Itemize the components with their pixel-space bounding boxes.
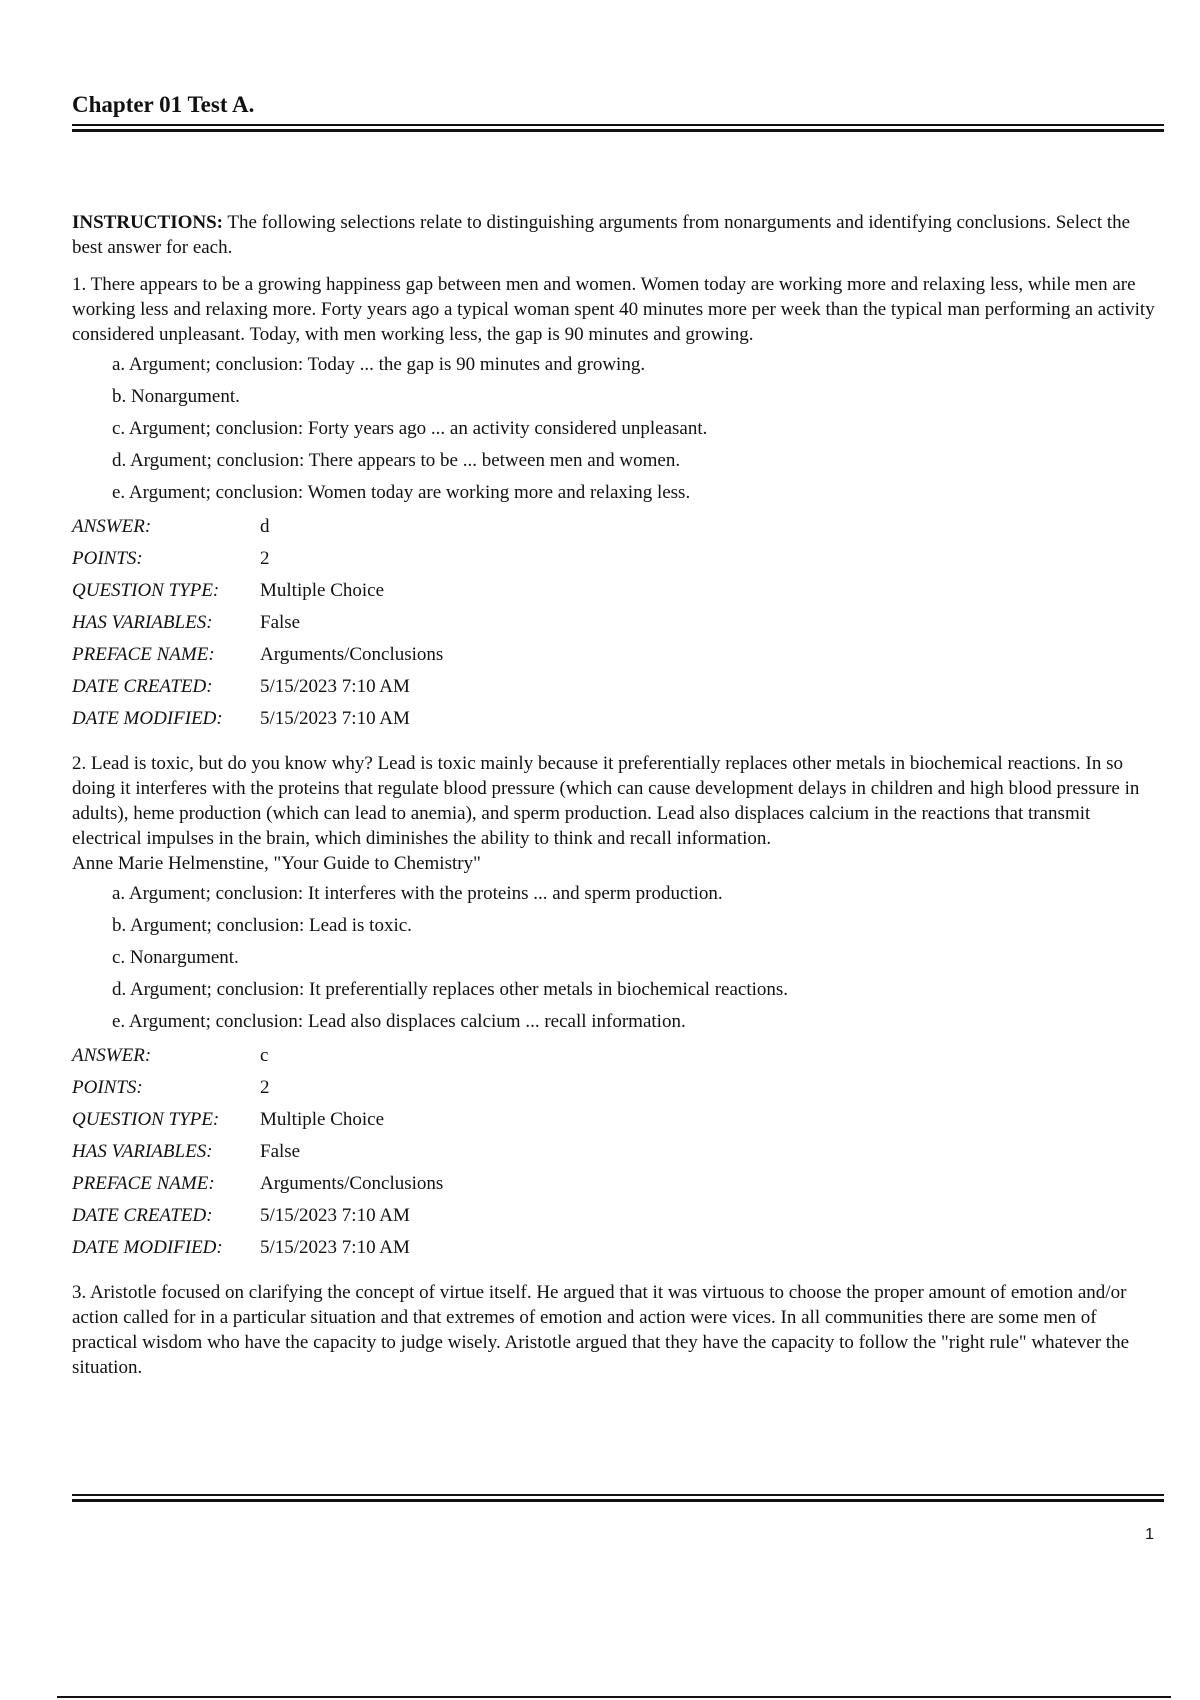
meta-has-variables-row <box>72 1136 443 1168</box>
option-d: d. Argument; conclusion: There appears to be ... between men and women. <box>112 450 681 471</box>
meta-points-row <box>72 1072 443 1104</box>
question-source: Anne Marie Helmenstine, "Your Guide to Chemistry" <box>72 853 481 874</box>
meta-value: 5/15/2023 7:10 AM <box>260 1237 410 1258</box>
meta-label: ANSWER: <box>72 516 152 537</box>
meta-label: DATE CREATED: <box>72 676 213 697</box>
page-number: 1 <box>1145 1526 1154 1543</box>
option-c: c. Argument; conclusion: Forty years ago ... an activity considered unpleasant. <box>112 418 708 439</box>
meta-value: 2 <box>260 1077 270 1098</box>
meta-label: PREFACE NAME: <box>72 1173 215 1194</box>
option-b: b. Argument; conclusion: Lead is toxic. <box>112 915 412 936</box>
option-e: e. Argument; conclusion: Lead also displaces calcium ... recall information. <box>112 1011 686 1032</box>
meta-value: c <box>260 1045 269 1066</box>
option-d: d. Argument; conclusion: It preferentially replaces other metals in biochemical reactions. <box>112 979 789 1000</box>
meta-label: PREFACE NAME: <box>72 644 215 665</box>
meta-has-variables-row <box>72 607 443 639</box>
question-metadata <box>72 511 443 735</box>
meta-value: Multiple Choice <box>260 580 385 601</box>
meta-value: d <box>260 516 270 537</box>
meta-preface-name-row <box>72 639 443 671</box>
meta-value: 5/15/2023 7:10 AM <box>260 708 410 729</box>
question-3 <box>72 1280 1164 1380</box>
meta-label: QUESTION TYPE: <box>72 1109 220 1130</box>
meta-label: POINTS: <box>72 1077 143 1098</box>
answer-options <box>112 349 1164 509</box>
test-body <box>72 210 1164 1396</box>
meta-question-type-row <box>72 1104 443 1136</box>
page-bottom-line <box>57 1696 1171 1698</box>
question-metadata <box>72 1040 443 1264</box>
option-a: a. Argument; conclusion: Today ... the gap is 90 minutes and growing. <box>112 354 646 375</box>
meta-question-type-row <box>72 575 443 607</box>
meta-value: 5/15/2023 7:10 AM <box>260 1205 410 1226</box>
meta-label: DATE MODIFIED: <box>72 1237 223 1258</box>
meta-value: Multiple Choice <box>260 1109 385 1130</box>
option-c: c. Nonargument. <box>112 947 239 968</box>
meta-value: False <box>260 1141 301 1162</box>
meta-label: POINTS: <box>72 548 143 569</box>
meta-date-modified-row <box>72 1232 443 1264</box>
header-rule <box>72 124 1164 132</box>
instructions-text: The following selections relate to distinguishing arguments from nonarguments and identifying conclusions. Select the best answer for each. <box>72 212 1131 258</box>
meta-answer-row <box>72 511 443 543</box>
meta-preface-name-row <box>72 1168 443 1200</box>
question-stem: 2. Lead is toxic, but do you know why? Lead is toxic mainly because it preferentially replaces other metals in biochemical reactions. In so doing it interferes with the proteins that regulate blood pressure (which can cause development delays in children and high blood pressure in adults), heme production (which can lead to anemia), and sperm production. Lead also displaces calcium in the reactions that transmit electrical impulses in the brain, which diminishes the ability to think and recall information. <box>72 753 1140 849</box>
meta-label: DATE MODIFIED: <box>72 708 223 729</box>
meta-label: ANSWER: <box>72 1045 152 1066</box>
meta-value: Arguments/Conclusions <box>260 1173 444 1194</box>
meta-label: DATE CREATED: <box>72 1205 213 1226</box>
option-a: a. Argument; conclusion: It interferes with the proteins ... and sperm production. <box>112 883 723 904</box>
meta-value: 5/15/2023 7:10 AM <box>260 676 410 697</box>
meta-label: QUESTION TYPE: <box>72 580 220 601</box>
option-e: e. Argument; conclusion: Women today are working more and relaxing less. <box>112 482 691 503</box>
page-title: Chapter 01 Test A. <box>72 92 255 117</box>
meta-label: HAS VARIABLES: <box>72 612 213 633</box>
meta-value: 2 <box>260 548 270 569</box>
meta-value: False <box>260 612 301 633</box>
question-stem: 1. There appears to be a growing happiness gap between men and women. Women today are working more and relaxing less, while men are working less and relaxing more. Forty years ago a typical woman spent 40 minutes more per week than the typical man performing an activity considered unpleasant. Today, with men working less, the gap is 90 minutes and growing. <box>72 274 1155 345</box>
answer-options <box>112 878 1164 1038</box>
meta-label: HAS VARIABLES: <box>72 1141 213 1162</box>
meta-points-row <box>72 543 443 575</box>
question-1 <box>72 272 1164 735</box>
question-stem: 3. Aristotle focused on clarifying the concept of virtue itself. He argued that it was virtuous to choose the proper amount of emotion and/or action called for in a particular situation and that extremes of emotion and action were vices. In all communities there are some men of practical wisdom who have the capacity to judge wisely. Aristotle argued that they have the capacity to follow the "right rule" whatever the situation. <box>72 1282 1130 1378</box>
option-b: b. Nonargument. <box>112 386 240 407</box>
meta-date-created-row <box>72 1200 443 1232</box>
meta-date-created-row <box>72 671 443 703</box>
instructions <box>72 210 1164 260</box>
meta-value: Arguments/Conclusions <box>260 644 444 665</box>
instructions-label: INSTRUCTIONS: <box>72 212 223 233</box>
footer-rule <box>72 1494 1164 1502</box>
meta-answer-row <box>72 1040 443 1072</box>
question-2 <box>72 751 1164 1264</box>
meta-date-modified-row <box>72 703 443 735</box>
